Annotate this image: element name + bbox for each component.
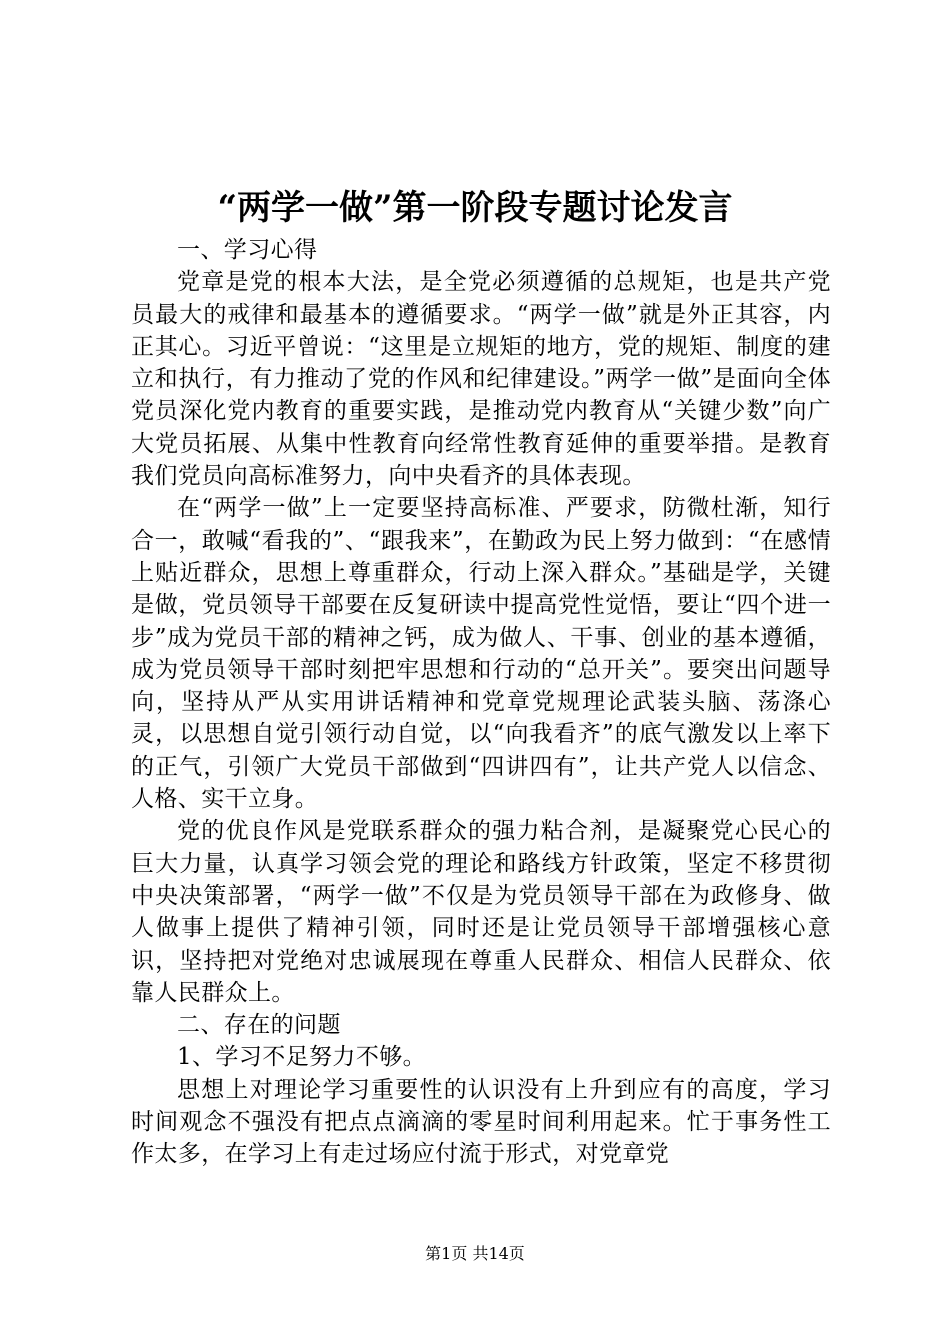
section-heading-learning: 一、学习心得 <box>177 237 318 263</box>
document-body <box>131 234 831 1171</box>
body-paragraph: 在“两学一做”上一定要坚持高标准、严要求，防微杜渐，知行合一，敢喊“看我的”、“跟我来”，在勤政为民上努力做到：“在感情上贴近群众，思想上尊重群众，行动上深入群众。”基础是学，关键是做，党员领导干部要在反复研读中提高党性觉悟，要让“四个进一步”成为党员干部的精神之钙，成为做人、干事、创业的基本遵循，成为党员领导干部时刻把牢思想和行动的“总开关”。要突出问题导向，坚持从严从实用讲话精神和党章党规理论武装头脑、荡涤心灵，以思想自觉引领行动自觉，以“向我看齐”的底气激发以上率下的正气，引领广大党员干部做到“四讲四有”，让共产党人以信念、人格、实干立身。 <box>131 495 831 813</box>
body-paragraph: 思想上对理论学习重要性的认识没有上升到应有的高度，学习时间观念不强没有把点点滴滴的零星时间利用起来。忙于事务性工作太多，在学习上有走过场应付流于形式，对党章党 <box>131 1076 831 1168</box>
subsection-heading: 1、学习不足努力不够。 <box>177 1044 427 1071</box>
page-number-footer: 第1页 共14页 <box>425 1244 525 1263</box>
body-paragraph: 党章是党的根本大法，是全党必须遵循的总规矩，也是共产党员最大的戒律和最基本的遵循要求。“两学一做”就是外正其容，内正其心。习近平曾说：“这里是立规矩的地方，党的规矩、制度的建立和执行，有力推动了党的作风和纪律建设。”两学一做”是面向全体党员深化党内教育的重要实践，是推动党内教育从“关键少数”向广大党员拓展、从集中性教育向经常性教育延伸的重要举措。是教育我们党员向高标准努力，向中央看齐的具体表现。 <box>131 269 831 490</box>
document-title: “两学一做”第一阶段专题讨论发言 <box>217 188 733 228</box>
section-heading-problems: 二、存在的问题 <box>177 1012 341 1039</box>
body-paragraph: 党的优良作风是党联系群众的强力粘合剂，是凝聚党心民心的巨大力量，认真学习领会党的理论和路线方针政策，坚定不移贯彻中央决策部署，“两学一做”不仅是为党员领导干部在为政修身、做人做事上提供了精神引领，同时还是让党员领导干部增强核心意识，坚持把对党绝对忠诚展现在尊重人民群众、相信人民群众、依靠人民群众上。 <box>131 818 831 1006</box>
